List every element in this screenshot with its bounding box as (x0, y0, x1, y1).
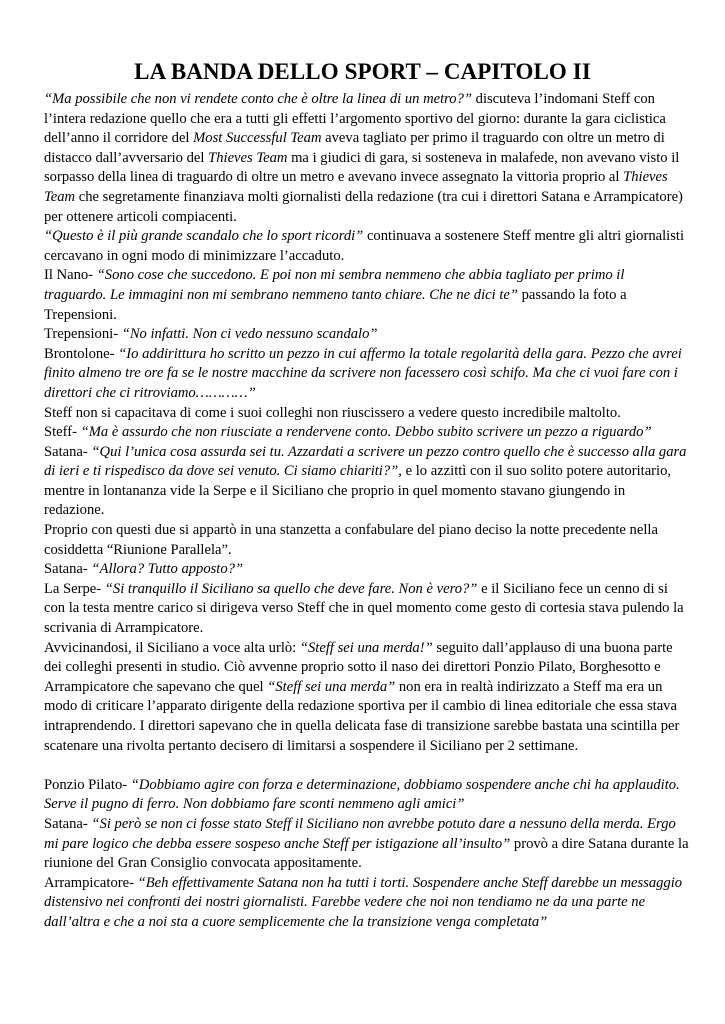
quoted-speech: Thieves Team (208, 149, 288, 166)
paragraph (44, 325, 689, 345)
document-body (44, 90, 689, 933)
narrative-text: che segretamente finanziava molti giornalisti della redazione (tra cui i direttori Satana e Arrampicatore) per ottenere articoli compiacenti. (44, 188, 683, 225)
quoted-speech: “Dobbiamo agire con forza e determinazione, dobbiamo sospendere anche chi ha applaudito. Serve il pugno di ferro. Non dobbiamo fare sconti nemmeno agli amici” (44, 776, 680, 813)
quoted-speech: “Qui l’unica cosa assurda sei tu. Azzardati a scrivere un pezzo contro quello che è successo alla gara di ieri e ti rispedisco da dove sei venuto. Ci siamo chiariti?” (44, 443, 687, 480)
narrative-text: Brontolone- (44, 345, 119, 362)
quoted-speech: “Allora? Tutto apposto?” (91, 561, 244, 578)
narrative-text: Steff non si capacitava di come i suoi colleghi non riuscissero a vedere questo incredibile maltolto. (44, 404, 621, 421)
narrative-text: Steff- (44, 424, 81, 441)
quoted-speech: “Steff sei una merda!” (299, 639, 433, 656)
chapter-title: LA BANDA DELLO SPORT – CAPITOLO II (134, 59, 591, 84)
quoted-speech: “Steff sei una merda” (267, 678, 396, 695)
narrative-text: continuava a sostenere Steff mentre gli altri giornalisti cercavano in ogni modo di minimizzare l’accaduto. (44, 228, 684, 264)
paragraph (44, 443, 689, 521)
narrative-text: Avvicinandosi, il Siciliano a voce alta urlò: (44, 639, 300, 656)
narrative-text: non era in realtà indirizzato a Steff ma era un modo di criticare l’apparato dirigente della redazione sportiva per il cambio di linea editoriale che essa stava intraprendendo. I direttori sapevano che in quella delicata fase di transizione sarebbe bastata una scintilla per scatenare una rivolta pertanto decisero di limitarsi a sospendere il Siciliano per 2 settimane. (44, 678, 680, 754)
quoted-speech: “No infatti. Non ci vedo nessuno scandalo” (121, 326, 378, 343)
narrative-text: ma i giudici di gara, si sosteneva in malafede, non avevano visto il sorpasso della linea di traguardo di oltre un metro e avevano invece assegnato la vittoria proprio al (44, 149, 680, 186)
quoted-speech: “Beh effettivamente Satana non ha tutti i torti. Sospendere anche Steff darebbe un messaggio distensivo nei confronti dei nostri giornalisti. Farebbe vedere che noi non tendiamo ne da una parte ne dall’altra e che a noi sta a cuore semplicemente che la transizione venga completata” (44, 874, 683, 930)
paragraph (44, 227, 689, 266)
narrative-text: Ponzio Pilato- (44, 776, 131, 793)
paragraph (44, 521, 689, 560)
paragraph (44, 345, 689, 404)
narrative-text: Satana- (44, 561, 92, 578)
quoted-speech: “Si però se non ci fosse stato Steff il Siciliano non avrebbe potuto dare a nessuno della merda. Ergo mi pare logico che debba essere sospeso anche Steff per istigazione all’insulto” (44, 815, 676, 852)
quoted-speech: “Ma possibile che non vi rendete conto che è oltre la linea di un metro?” (44, 91, 472, 107)
narrative-text: Trepensioni- (44, 326, 122, 343)
narrative-text: La Serpe- (44, 580, 105, 597)
quoted-speech: “Si tranquillo il Siciliano sa quello che deve fare. Non è vero?” (104, 580, 478, 597)
paragraph (44, 874, 689, 933)
narrative-text: Il Nano- (44, 267, 97, 284)
quoted-speech: “Io addirittura ho scritto un pezzo in cui affermo la totale regolarità della gara. Pezzo che avrei finito almeno tre ore fa se le nostre macchine da scrivere non facessero così schifo. Ma che ci vuoi fare con i direttori che ci ritroviamo…………” (44, 345, 682, 401)
paragraph (44, 560, 689, 580)
paragraph (44, 580, 689, 639)
narrative-text: Proprio con questi due si appartò in una stanzetta a confabulare del piano deciso la notte precedente nella cosiddetta “Riunione Parallela”. (44, 522, 658, 558)
narrative-text: Satana- (44, 443, 92, 460)
paragraph (44, 639, 689, 757)
narrative-text: discuteva l’indomani Steff con l’intera redazione quello che era a tutti gli effetti l’argomento sportivo del giorno: durante la gara ciclistica dell’anno il corridore del (44, 91, 666, 147)
narrative-text: provò a dire Satana durante la riunione del Gran Consiglio convocata appositamente. (44, 835, 689, 872)
quoted-speech: Thieves Team (44, 169, 668, 205)
quoted-speech: “Ma è assurdo che non riusciate a rendervene conto. Debbo subito scrivere un pezzo a riguardo” (80, 424, 652, 441)
narrative-text: Arrampicatore- (44, 874, 138, 891)
quoted-speech: Most Successful Team (193, 130, 322, 147)
narrative-text: passando la foto a Trepensioni. (44, 286, 627, 323)
quoted-speech: “Sono cose che succedono. E poi non mi sembra nemmeno che abbia tagliato per primo il traguardo. Le immagini non mi sembrano nemmeno tanto chiare. Che ne dici te” (44, 267, 625, 303)
paragraph (44, 815, 689, 874)
narrative-text: aveva tagliato per primo il traguardo con oltre un metro di distacco dall’avversario del (44, 130, 665, 166)
paragraph (44, 90, 689, 227)
narrative-text: , e lo azzittì con il suo solito potere autoritario, mentre in lontananza vide la Serpe e il Siciliano che proprio in quel momento stavano giungendo in redazione. (44, 463, 672, 519)
paragraph (44, 266, 689, 325)
paragraph (44, 404, 689, 424)
paragraph (44, 423, 689, 443)
narrative-text: seguito dall’applauso di una buona parte dei colleghi presenti in studio. Ciò avvenne proprio sotto il naso dei direttori Ponzio Pilato, Borghesotto e Arrampicatore che sapevano che quel (44, 639, 673, 695)
paragraph (44, 776, 689, 815)
narrative-text: e il Siciliano fece un cenno di si con la testa mentre carico si dirigeva verso Steff che in quel momento come gesto di cortesia stava pulendo la scrivania di Arrampicatore. (44, 580, 684, 637)
quoted-speech: “Questo è il più grande scandalo che lo sport ricordi” (44, 228, 364, 245)
narrative-text: Satana- (44, 815, 92, 832)
